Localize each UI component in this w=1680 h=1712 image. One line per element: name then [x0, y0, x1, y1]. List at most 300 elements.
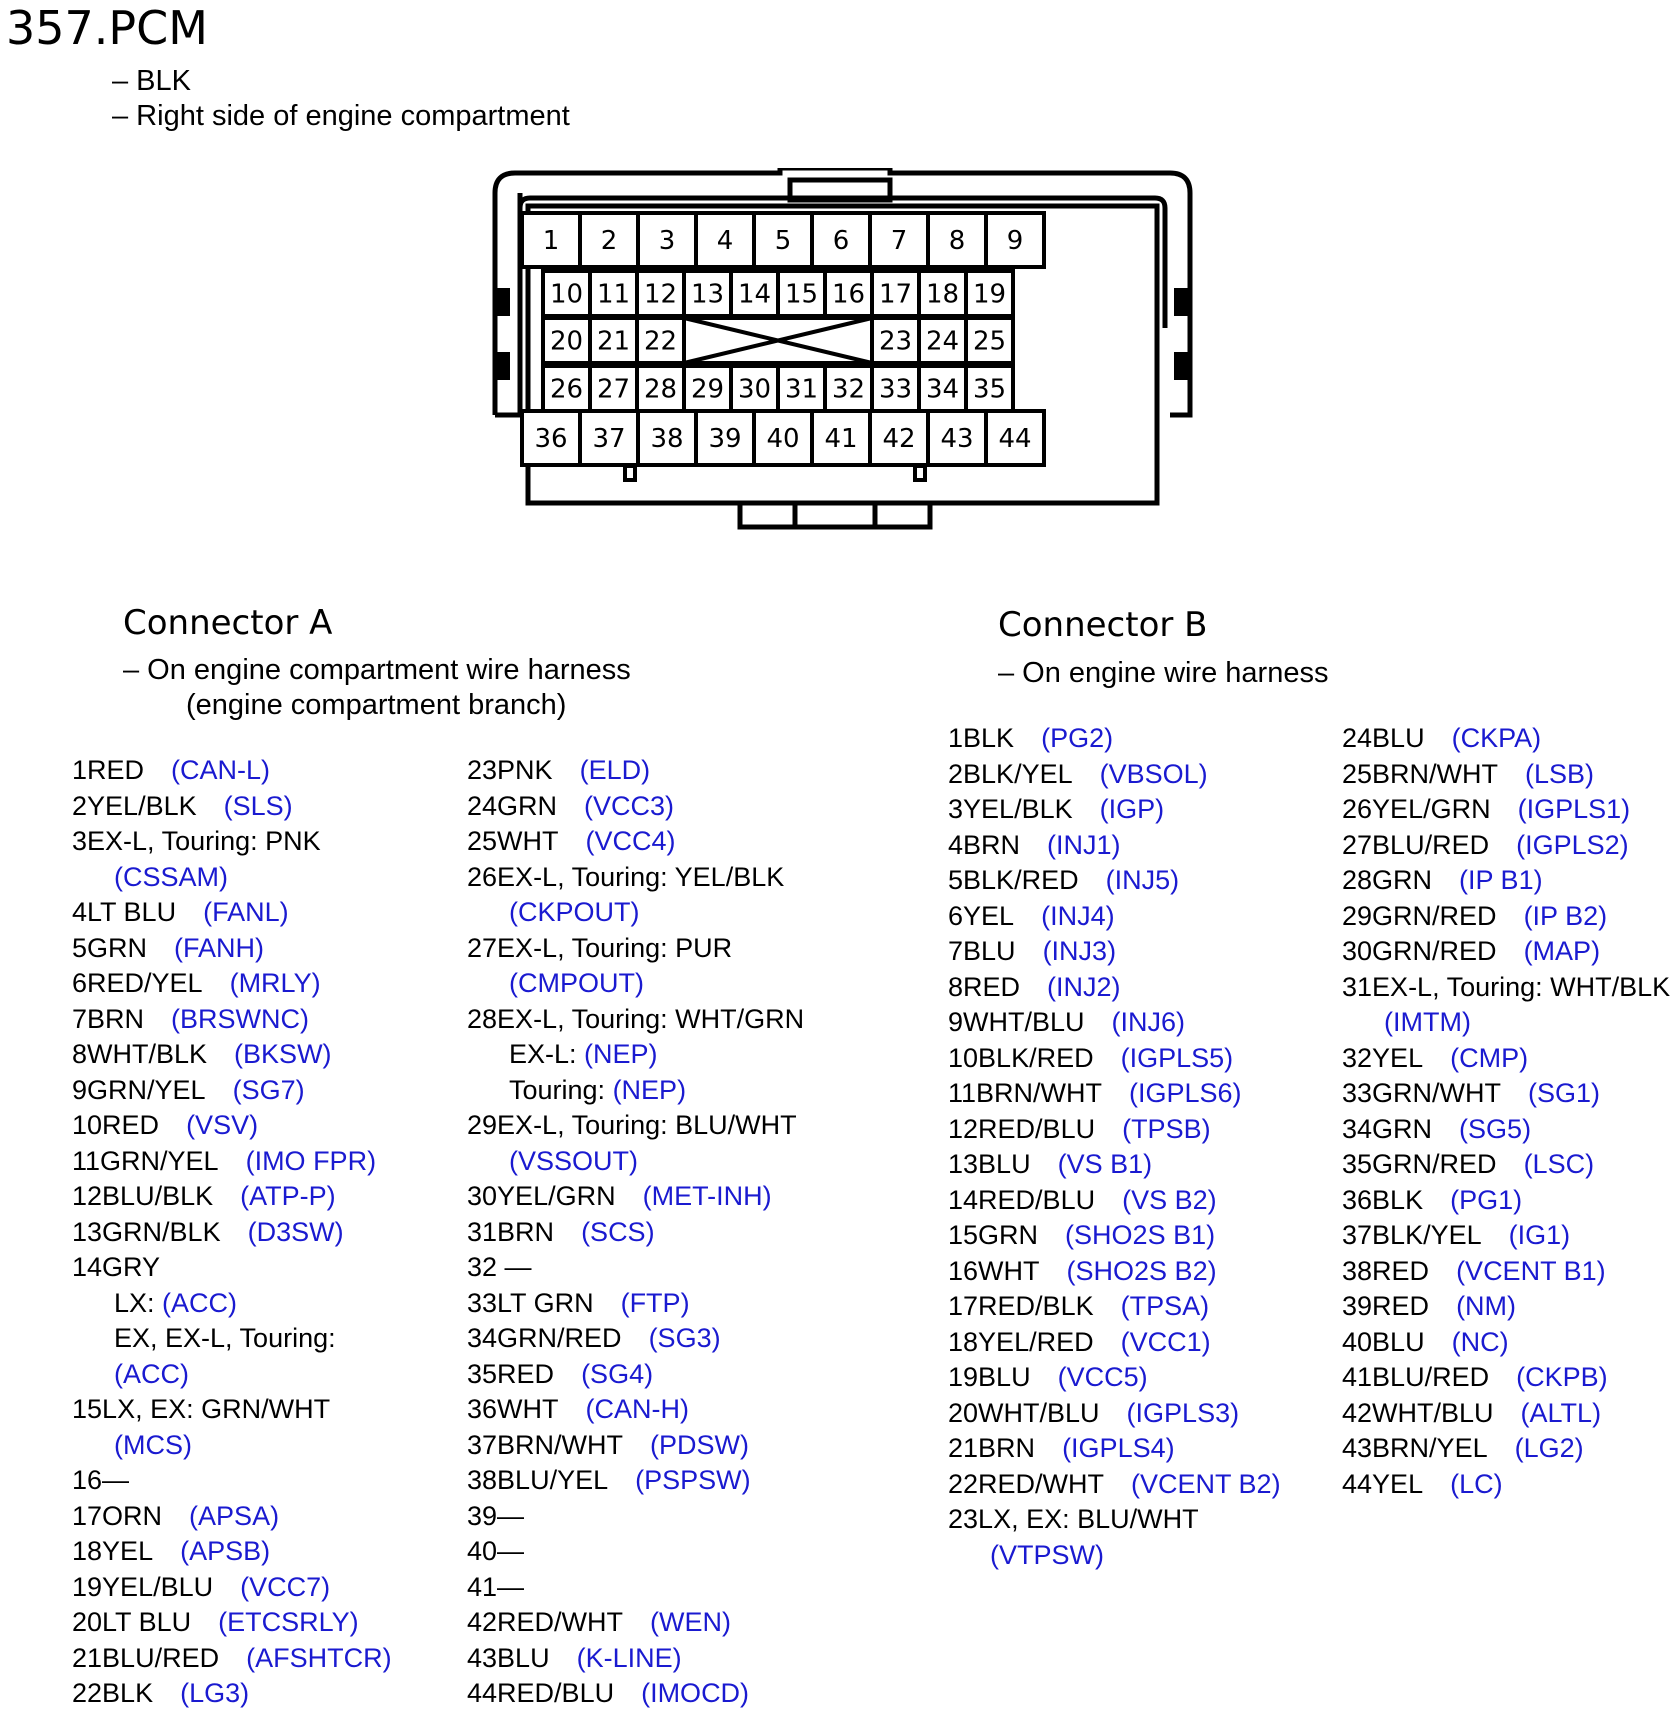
- pin-entry-16: [72, 1463, 392, 1499]
- pin-number: 4: [948, 829, 964, 860]
- pin-entry-11: [948, 1076, 1281, 1112]
- wire-color: WHT: [497, 1394, 559, 1424]
- pin-entry-31: [467, 1215, 804, 1251]
- signal-code: (WEN): [650, 1607, 732, 1637]
- pin-entry-4: [948, 828, 1281, 864]
- pin-entry-37: [467, 1428, 804, 1464]
- pin-entry-17: [72, 1499, 392, 1535]
- pin-number: 43: [467, 1642, 498, 1673]
- wire-color: YEL: [1372, 1042, 1424, 1073]
- wire-color: LT GRN: [497, 1287, 594, 1318]
- wire-color: RED: [87, 755, 145, 785]
- pin-number: 22: [72, 1678, 103, 1708]
- wire-color: RED: [963, 971, 1021, 1002]
- pin-number: 14: [948, 1184, 979, 1215]
- variant-label: Touring:: [509, 1074, 613, 1105]
- wire-color: GRN/BLK: [102, 1216, 221, 1247]
- pin-entry-8: [72, 1037, 392, 1073]
- pin-number: 34: [1342, 1113, 1373, 1144]
- wire-color: WHT/BLU: [963, 1007, 1085, 1037]
- pin-number-label: 41: [824, 424, 858, 454]
- side-clip: [496, 288, 510, 316]
- pin-entry-32: [1342, 1041, 1670, 1077]
- pin-number-label: 8: [948, 226, 966, 256]
- pin-entry-29: [467, 1108, 804, 1144]
- pin-entry-continuation: [467, 895, 804, 931]
- wire-color: LT BLU: [102, 1607, 192, 1637]
- pin-entry-30: [467, 1179, 804, 1215]
- pin-number: 29: [1342, 900, 1373, 931]
- pin-entry-6: [72, 966, 392, 1002]
- wire-color: BLU: [1372, 723, 1425, 753]
- pin-number: 20: [948, 1397, 979, 1428]
- signal-code: (TPSA): [1120, 1291, 1210, 1321]
- wire-color: BLU: [963, 936, 1016, 966]
- pin-entry-37: [1342, 1218, 1670, 1254]
- wire-color: GRN/RED: [1372, 936, 1497, 966]
- pin-number: 9: [948, 1007, 964, 1037]
- wire-color: BLU/RED: [1372, 829, 1490, 860]
- wire-color: GRY: [102, 1252, 161, 1282]
- pin-number: 2: [948, 758, 964, 789]
- pin-number: 3: [948, 794, 964, 824]
- pin-number-label: 23: [878, 326, 913, 357]
- pin-entry-42: [1342, 1396, 1670, 1432]
- pin-entry-35: [467, 1357, 804, 1393]
- pin-number: 13: [72, 1216, 103, 1247]
- connector-b-heading: Connector B: [998, 605, 1208, 645]
- connector-b-pin-list-1: [948, 721, 1281, 1573]
- signal-code: (VSSOUT): [509, 1145, 639, 1176]
- pin-entry-14: [72, 1250, 392, 1286]
- wire-color: EX-L, Touring: WHT/GRN: [497, 1003, 805, 1034]
- pin-entry-43: [467, 1641, 804, 1677]
- pin-entry-41: [1342, 1360, 1670, 1396]
- wire-color: RED: [102, 1110, 160, 1140]
- pin-number: 38: [467, 1465, 498, 1495]
- pin-number-label: 25: [972, 326, 1007, 357]
- pin-number: 20: [72, 1607, 103, 1637]
- wire-color: GRN/YEL: [100, 1145, 219, 1176]
- pin-number: 10: [948, 1042, 979, 1073]
- wire-color: GRN/WHT: [1372, 1078, 1502, 1108]
- signal-code: (IP B1): [1459, 865, 1543, 895]
- pin-number: 21: [948, 1433, 979, 1463]
- pin-number: 28: [467, 1003, 498, 1034]
- wire-color: LX, EX: GRN/WHT: [102, 1394, 331, 1424]
- pin-number: 5: [72, 932, 88, 963]
- wire-color: BLU: [1372, 1326, 1425, 1357]
- pin-entry-19: [72, 1570, 392, 1606]
- wire-color: ORN: [102, 1500, 163, 1531]
- signal-code: (IGPLS6): [1129, 1078, 1242, 1108]
- pin-number-label: 16: [831, 279, 866, 310]
- pin-entry-10: [72, 1108, 392, 1144]
- pin-entry-12: [948, 1112, 1281, 1148]
- wire-color: BLK/YEL: [963, 758, 1073, 789]
- pin-number-label: 32: [831, 374, 866, 405]
- bottom-key: [740, 503, 930, 527]
- pin-number: 25: [467, 826, 498, 856]
- pin-number: 42: [1342, 1397, 1373, 1428]
- signal-code: (APSA): [189, 1500, 280, 1531]
- pin-number-label: 12: [643, 279, 678, 310]
- signal-code: (NEP): [612, 1074, 687, 1105]
- pin-number-label: 11: [596, 279, 631, 310]
- pin-number: 38: [1342, 1255, 1373, 1286]
- wire-color: BLK/RED: [978, 1042, 1094, 1073]
- connector-b-note-1: – On engine wire harness: [998, 657, 1329, 689]
- pin-number: 44: [1342, 1468, 1373, 1499]
- signal-code: (IG1): [1508, 1220, 1571, 1250]
- pin-number-label: 37: [592, 424, 626, 454]
- pin-entry-9: [72, 1073, 392, 1109]
- pin-number: 11: [948, 1078, 977, 1108]
- signal-code: (BRSWNC): [171, 1003, 310, 1034]
- wire-color: BLU: [978, 1362, 1031, 1392]
- pin-number-label: 6: [832, 226, 850, 256]
- wire-color: GRN/RED: [1372, 900, 1497, 931]
- wire-color: WHT/BLK: [87, 1039, 208, 1069]
- pin-entry-continuation: [467, 1144, 804, 1180]
- pin-entry-44: [1342, 1467, 1670, 1503]
- signal-code: (VCENT B2): [1131, 1468, 1281, 1499]
- wire-color: —: [102, 1465, 130, 1495]
- pin-entry-24: [467, 789, 804, 825]
- pin-number: 36: [467, 1394, 498, 1424]
- signal-code: (ALTL): [1520, 1397, 1602, 1428]
- pin-entry-33: [467, 1286, 804, 1322]
- signal-code: (INJ3): [1042, 936, 1117, 966]
- pin-number: 13: [948, 1149, 979, 1179]
- signal-code: (VCC4): [585, 826, 676, 856]
- wire-color: BLK/YEL: [1372, 1220, 1482, 1250]
- pin-number: 43: [1342, 1433, 1373, 1463]
- pin-entry-3: [948, 792, 1281, 828]
- signal-code: (D3SW): [247, 1216, 344, 1247]
- pin-entry-continuation: [72, 860, 392, 896]
- pin-number-label: 7: [890, 226, 908, 256]
- wire-color: WHT: [497, 826, 559, 856]
- pin-number: 23: [467, 755, 498, 785]
- wire-color: YEL/GRN: [1372, 794, 1491, 824]
- wire-color: —: [497, 1252, 532, 1282]
- pin-entry-21: [948, 1431, 1281, 1467]
- pin-entry-34: [1342, 1112, 1670, 1148]
- pin-number-label: 38: [650, 424, 684, 454]
- pin-number: 15: [948, 1220, 979, 1250]
- signal-code: (SG7): [232, 1074, 305, 1105]
- pin-entry-38: [467, 1463, 804, 1499]
- pin-entry-continuation: [948, 1538, 1281, 1574]
- side-clip: [496, 352, 510, 380]
- wire-color: EX-L, Touring: YEL/BLK: [497, 861, 785, 892]
- pin-number-label: 3: [658, 226, 676, 256]
- pin-number: 2: [72, 790, 88, 821]
- pin-number: 32: [1342, 1042, 1373, 1073]
- signal-code: (SLS): [223, 790, 293, 821]
- pin-entry-25: [1342, 757, 1670, 793]
- pin-entry-21: [72, 1641, 392, 1677]
- wire-color: LX, EX: BLU/WHT: [978, 1504, 1199, 1534]
- wire-color: EX-L, Touring: WHT/BLK: [1372, 971, 1671, 1002]
- pin-number: 6: [72, 968, 88, 998]
- pin-number: 35: [1342, 1149, 1373, 1179]
- pin-entry-continuation: [467, 1037, 804, 1073]
- wire-color: PNK: [497, 755, 553, 785]
- pin-entry-6: [948, 899, 1281, 935]
- variant-label: LX:: [114, 1287, 163, 1318]
- pin-number: 6: [948, 900, 964, 931]
- wire-color: BRN: [497, 1216, 555, 1247]
- pin-entry-10: [948, 1041, 1281, 1077]
- pin-entry-43: [1342, 1431, 1670, 1467]
- signal-code: (IGPLS4): [1062, 1433, 1175, 1463]
- pin-entry-continuation: [72, 1357, 392, 1393]
- pin-entry-13: [72, 1215, 392, 1251]
- pin-number: 29: [467, 1110, 498, 1140]
- pin-number: 37: [467, 1429, 498, 1460]
- connector-a-note-1: – On engine compartment wire harness: [123, 654, 631, 686]
- wire-color: EX-L, Touring: BLU/WHT: [497, 1110, 797, 1140]
- signal-code: (MET-INH): [642, 1181, 772, 1211]
- signal-code: (SCS): [581, 1216, 655, 1247]
- wire-color: GRN/RED: [497, 1323, 622, 1353]
- connector-a-pin-list-2: [467, 753, 804, 1712]
- signal-code: (INJ2): [1047, 971, 1121, 1002]
- signal-code: (IGP): [1099, 794, 1165, 824]
- pin-number-label: 35: [972, 374, 1007, 405]
- pin-entry-44: [467, 1676, 804, 1712]
- wire-color: YEL/BLK: [87, 790, 197, 821]
- pin-entry-19: [948, 1360, 1281, 1396]
- signal-code: (CAN-H): [585, 1394, 690, 1424]
- signal-code: (ETCSRLY): [218, 1607, 359, 1637]
- signal-code: (IMTM): [1384, 1007, 1471, 1037]
- wire-color: BLU/RED: [102, 1642, 220, 1673]
- pin-number-label: 4: [716, 226, 734, 256]
- pin-number-label: 10: [549, 279, 584, 310]
- pin-number-label: 40: [766, 424, 800, 454]
- signal-code: (FANL): [203, 897, 289, 927]
- pin-number-label: 18: [925, 279, 960, 310]
- pin-entry-26: [467, 860, 804, 896]
- signal-code: (SG1): [1528, 1078, 1601, 1108]
- wire-color: GRN/RED: [1372, 1149, 1497, 1179]
- pin-number: 7: [948, 936, 964, 966]
- signal-code: (FANH): [174, 932, 265, 963]
- pin-number: 15: [72, 1394, 103, 1424]
- pin-entry-7: [72, 1002, 392, 1038]
- signal-code: (SG5): [1459, 1113, 1532, 1144]
- pin-number: 24: [1342, 723, 1373, 753]
- pin-entry-8: [948, 970, 1281, 1006]
- pin-entry-40: [1342, 1325, 1670, 1361]
- pin-entry-14: [948, 1183, 1281, 1219]
- wire-color: BRN: [87, 1003, 145, 1034]
- signal-code: (PSPSW): [635, 1465, 751, 1495]
- wire-color: YEL/BLU: [102, 1571, 214, 1602]
- wire-color: EX-L, Touring: PUR: [497, 932, 733, 963]
- pin-entry-33: [1342, 1076, 1670, 1112]
- side-clip: [1174, 288, 1188, 316]
- pin-number: 21: [72, 1642, 103, 1673]
- pin-entry-22: [72, 1676, 392, 1712]
- signal-code: (VTPSW): [990, 1539, 1104, 1570]
- signal-code: (CKPB): [1516, 1362, 1608, 1392]
- wire-color: BRN/WHT: [976, 1078, 1103, 1108]
- pin-number: 25: [1342, 758, 1373, 789]
- pin-entry-continuation: [1342, 1005, 1670, 1041]
- pin-number-label: 14: [737, 279, 772, 310]
- pin-entry-continuation: [72, 1286, 392, 1322]
- pin-number: 30: [467, 1181, 498, 1211]
- pin-number-label: 5: [774, 226, 792, 256]
- signal-code: (IGPLS2): [1516, 829, 1629, 860]
- pin-number-label: 29: [690, 374, 725, 405]
- pin-number: 40: [467, 1536, 498, 1566]
- wire-color: BLU/YEL: [497, 1465, 609, 1495]
- wire-color: WHT/BLU: [978, 1397, 1100, 1428]
- signal-code: (SG4): [581, 1358, 654, 1389]
- pin-entry-18: [948, 1325, 1281, 1361]
- signal-code: (INJ4): [1041, 900, 1115, 931]
- signal-code: (BKSW): [234, 1039, 332, 1069]
- signal-code: (IGPLS1): [1517, 794, 1631, 824]
- pin-number: 16: [948, 1255, 979, 1286]
- pin-entry-12: [72, 1179, 392, 1215]
- pin-number: 41: [467, 1571, 498, 1602]
- pin-number-label: 13: [690, 279, 725, 310]
- wire-color: LT BLU: [87, 897, 177, 927]
- pin-number: 40: [1342, 1326, 1373, 1357]
- signal-code: (ACC): [162, 1287, 238, 1318]
- pin-number: 34: [467, 1323, 498, 1353]
- wire-color: GRN: [1372, 865, 1433, 895]
- pin-number: 44: [467, 1678, 498, 1708]
- pin-number: 11: [72, 1145, 101, 1176]
- pin-number: 8: [72, 1039, 88, 1069]
- pin-entry-41: [467, 1570, 804, 1606]
- pin-entry-35: [1342, 1147, 1670, 1183]
- signal-code: (CKPA): [1451, 723, 1542, 753]
- pin-number: 4: [72, 897, 88, 927]
- wire-color: RED: [497, 1358, 555, 1389]
- pin-entry-40: [467, 1534, 804, 1570]
- variant-label: EX-L:: [509, 1039, 585, 1069]
- signal-code: (VS B2): [1122, 1184, 1217, 1215]
- pin-number: 33: [1342, 1078, 1373, 1108]
- signal-code: (SHO2S B2): [1066, 1255, 1217, 1286]
- pin-entry-4: [72, 895, 392, 931]
- connector-a-heading: Connector A: [123, 603, 333, 643]
- pin-number: 7: [72, 1003, 88, 1034]
- pin-number: 31: [1342, 971, 1373, 1002]
- wire-color: RED: [1372, 1291, 1430, 1321]
- pin-number: 27: [1342, 829, 1373, 860]
- pin-entry-15: [948, 1218, 1281, 1254]
- connector-b-pin-list-2: [1342, 721, 1670, 1502]
- wire-color: YEL/BLK: [963, 794, 1073, 824]
- wire-color: GRN: [978, 1220, 1039, 1250]
- signal-code: (PDSW): [650, 1429, 750, 1460]
- pin-entry-30: [1342, 934, 1670, 970]
- signal-code: (CAN-L): [171, 755, 271, 785]
- wire-color: BLK: [963, 723, 1015, 753]
- wire-color: RED/BLU: [497, 1678, 615, 1708]
- wire-color: BRN/YEL: [1372, 1433, 1488, 1463]
- wire-color: BRN/WHT: [1372, 758, 1499, 789]
- pin-number: 28: [1342, 865, 1373, 895]
- pin-number: 27: [467, 932, 498, 963]
- signal-code: (CKPOUT): [509, 897, 640, 927]
- signal-code: (ATP-P): [240, 1181, 336, 1211]
- wire-color: —: [497, 1536, 525, 1566]
- signal-code: (IGPLS3): [1126, 1397, 1240, 1428]
- pin-number-label: 42: [882, 424, 916, 454]
- wire-color: RED/BLU: [978, 1113, 1096, 1144]
- variant-label: EX, EX-L, Touring:: [114, 1323, 336, 1353]
- signal-code: (TPSB): [1122, 1113, 1211, 1144]
- pin-entry-34: [467, 1321, 804, 1357]
- wire-color: RED: [1372, 1255, 1430, 1286]
- pin-number: 18: [948, 1326, 979, 1357]
- wire-color: GRN: [497, 790, 558, 821]
- signal-code: (MRLY): [229, 968, 321, 998]
- wire-color: GRN: [1372, 1113, 1433, 1144]
- pin-number: 12: [72, 1181, 103, 1211]
- pin-number: 16: [72, 1465, 103, 1495]
- pin-number: 32: [467, 1252, 498, 1282]
- header-note-location: – Right side of engine compartment: [112, 100, 570, 132]
- pin-number-label: 44: [998, 424, 1032, 454]
- pin-entry-continuation: [72, 1321, 392, 1357]
- pin-number-label: 27: [596, 374, 631, 405]
- wire-color: WHT/BLU: [1372, 1397, 1494, 1428]
- wire-color: YEL/RED: [978, 1326, 1094, 1357]
- side-clip: [1174, 352, 1188, 380]
- pin-entry-31: [1342, 970, 1670, 1006]
- pin-number-label: 36: [534, 424, 568, 454]
- pin-number-label: 15: [784, 279, 819, 310]
- pin-number-label: 2: [600, 226, 618, 256]
- pin-number: 5: [948, 865, 964, 895]
- pin-number-label: 39: [708, 424, 742, 454]
- signal-code: (LC): [1450, 1468, 1503, 1499]
- wire-color: BLU: [978, 1149, 1031, 1179]
- pin-number: 26: [467, 861, 498, 892]
- pin-entry-24: [1342, 721, 1670, 757]
- pin-number: 31: [467, 1216, 498, 1247]
- pin-entry-39: [1342, 1289, 1670, 1325]
- pin-entry-9: [948, 1005, 1281, 1041]
- signal-code: (VBSOL): [1099, 758, 1208, 789]
- pin-number: 18: [72, 1536, 103, 1566]
- wire-color: GRN/YEL: [87, 1074, 206, 1105]
- signal-code: (SG3): [648, 1323, 721, 1353]
- signal-code: (IGPLS5): [1120, 1042, 1234, 1073]
- wire-color: RED/WHT: [497, 1607, 624, 1637]
- pin-number-label: 21: [596, 326, 631, 357]
- pin-entry-continuation: [467, 966, 804, 1002]
- pin-entry-20: [948, 1396, 1281, 1432]
- pin-entry-39: [467, 1499, 804, 1535]
- pin-entry-1: [72, 753, 392, 789]
- pin-number: 17: [72, 1500, 103, 1531]
- pin-number-label: 33: [878, 374, 913, 405]
- pin-number: 39: [1342, 1291, 1373, 1321]
- pin-number: 35: [467, 1358, 498, 1389]
